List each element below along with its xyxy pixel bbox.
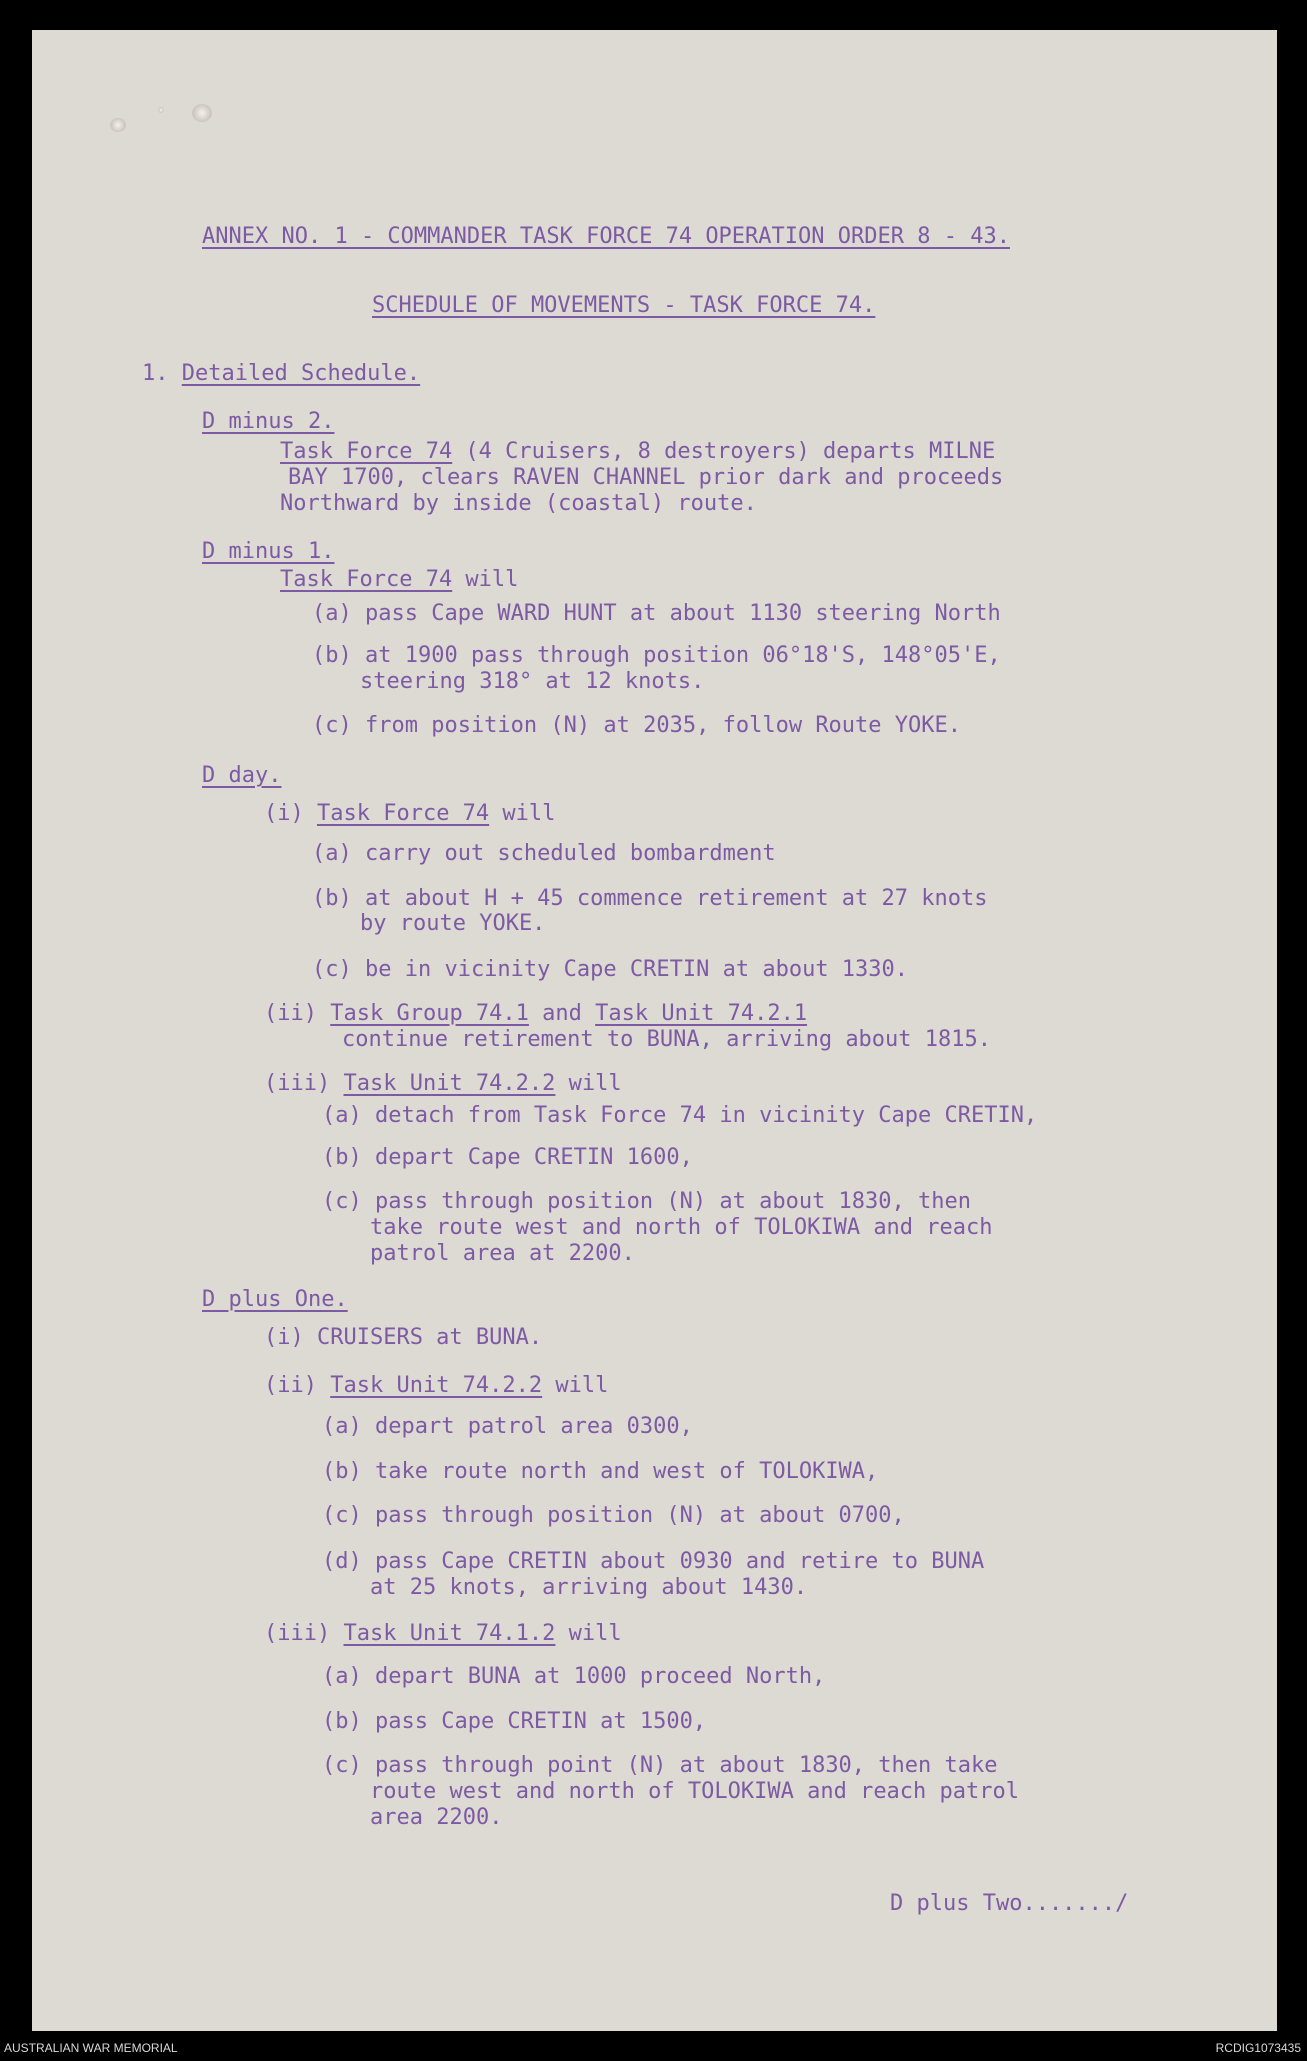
d-day-item: (c) be in vicinity Cape CRETIN at about 1330. [312, 957, 909, 982]
d-plus-one-item: route west and north of TOLOKIWA and reach patrol [370, 1779, 1020, 1804]
d-plus-one-item: area 2200. [370, 1805, 503, 1830]
footer-credit: AUSTRALIAN WAR MEMORIAL [4, 2041, 178, 2055]
annex-heading: ANNEX NO. 1 - COMMANDER TASK FORCE 74 OPERATION ORDER 8 - 43. [202, 224, 1010, 249]
footer-id: RCDIG1073435 [1215, 2041, 1301, 2055]
d-plus-one-item: (b) take route north and west of TOLOKIWA, [322, 1459, 879, 1484]
d-plus-one-item: (c) pass through position (N) at about 0700, [322, 1503, 905, 1528]
d-plus-one-sub: (i) CRUISERS at BUNA. [264, 1325, 543, 1350]
d-minus-2-line: BAY 1700, clears RAVEN CHANNEL prior dark and proceeds [288, 465, 1004, 490]
pin-hole [158, 107, 164, 113]
section-heading: 1. Detailed Schedule. [142, 361, 421, 386]
staple-hole [110, 118, 126, 132]
d-minus-1-heading: D minus 1. [202, 539, 335, 564]
d-day-item: (c) pass through position (N) at about 1830, then [322, 1189, 972, 1214]
d-day-item: (b) depart Cape CRETIN 1600, [322, 1145, 693, 1170]
d-day-sub: (iii) Task Unit 74.2.2 will [264, 1071, 622, 1096]
d-day-sub: (i) Task Force 74 will [264, 801, 556, 826]
d-day-sub: (ii) Task Group 74.1 and Task Unit 74.2.1 [264, 1001, 808, 1026]
d-day-item: continue retirement to BUNA, arriving about 1815. [342, 1027, 992, 1052]
d-minus-2-line: Task Force 74 (4 Cruisers, 8 destroyers) departs MILNE [280, 439, 996, 464]
d-day-item: patrol area at 2200. [370, 1241, 635, 1266]
d-minus-1-item: steering 318° at 12 knots. [360, 669, 705, 694]
d-day-item: take route west and north of TOLOKIWA and reach [370, 1215, 993, 1240]
d-plus-one-item: at 25 knots, arriving about 1430. [370, 1575, 808, 1600]
d-minus-1-item: (b) at 1900 pass through position 06°18'S, 148°05'E, [312, 643, 1001, 668]
continuation-note: D plus Two......./ [890, 1891, 1129, 1916]
schedule-heading: SCHEDULE OF MOVEMENTS - TASK FORCE 74. [372, 293, 876, 318]
staple-hole [192, 104, 212, 122]
d-plus-one-item: (b) pass Cape CRETIN at 1500, [322, 1709, 707, 1734]
d-plus-one-sub: (iii) Task Unit 74.1.2 will [264, 1621, 622, 1646]
d-minus-2-heading: D minus 2. [202, 409, 335, 434]
d-day-item: (b) at about H + 45 commence retirement at 27 knots [312, 886, 988, 911]
d-plus-one-item: (d) pass Cape CRETIN about 0930 and retire to BUNA [322, 1549, 985, 1574]
d-day-item: (a) carry out scheduled bombardment [312, 841, 776, 866]
d-plus-one-sub: (ii) Task Unit 74.2.2 will [264, 1373, 609, 1398]
d-plus-one-item: (c) pass through point (N) at about 1830, then take [322, 1753, 998, 1778]
d-minus-1-item: (a) pass Cape WARD HUNT at about 1130 steering North [312, 601, 1001, 626]
document-page [32, 30, 1277, 2031]
d-minus-1-line: Task Force 74 will [280, 567, 519, 592]
d-day-heading: D day. [202, 763, 282, 788]
d-day-item: by route YOKE. [360, 911, 546, 936]
d-minus-2-line: Northward by inside (coastal) route. [280, 491, 757, 516]
d-plus-one-item: (a) depart BUNA at 1000 proceed North, [322, 1664, 826, 1689]
d-minus-1-item: (c) from position (N) at 2035, follow Route YOKE. [312, 713, 962, 738]
d-plus-one-heading: D plus One. [202, 1287, 348, 1312]
d-day-item: (a) detach from Task Force 74 in vicinity Cape CRETIN, [322, 1103, 1038, 1128]
d-plus-one-item: (a) depart patrol area 0300, [322, 1414, 693, 1439]
